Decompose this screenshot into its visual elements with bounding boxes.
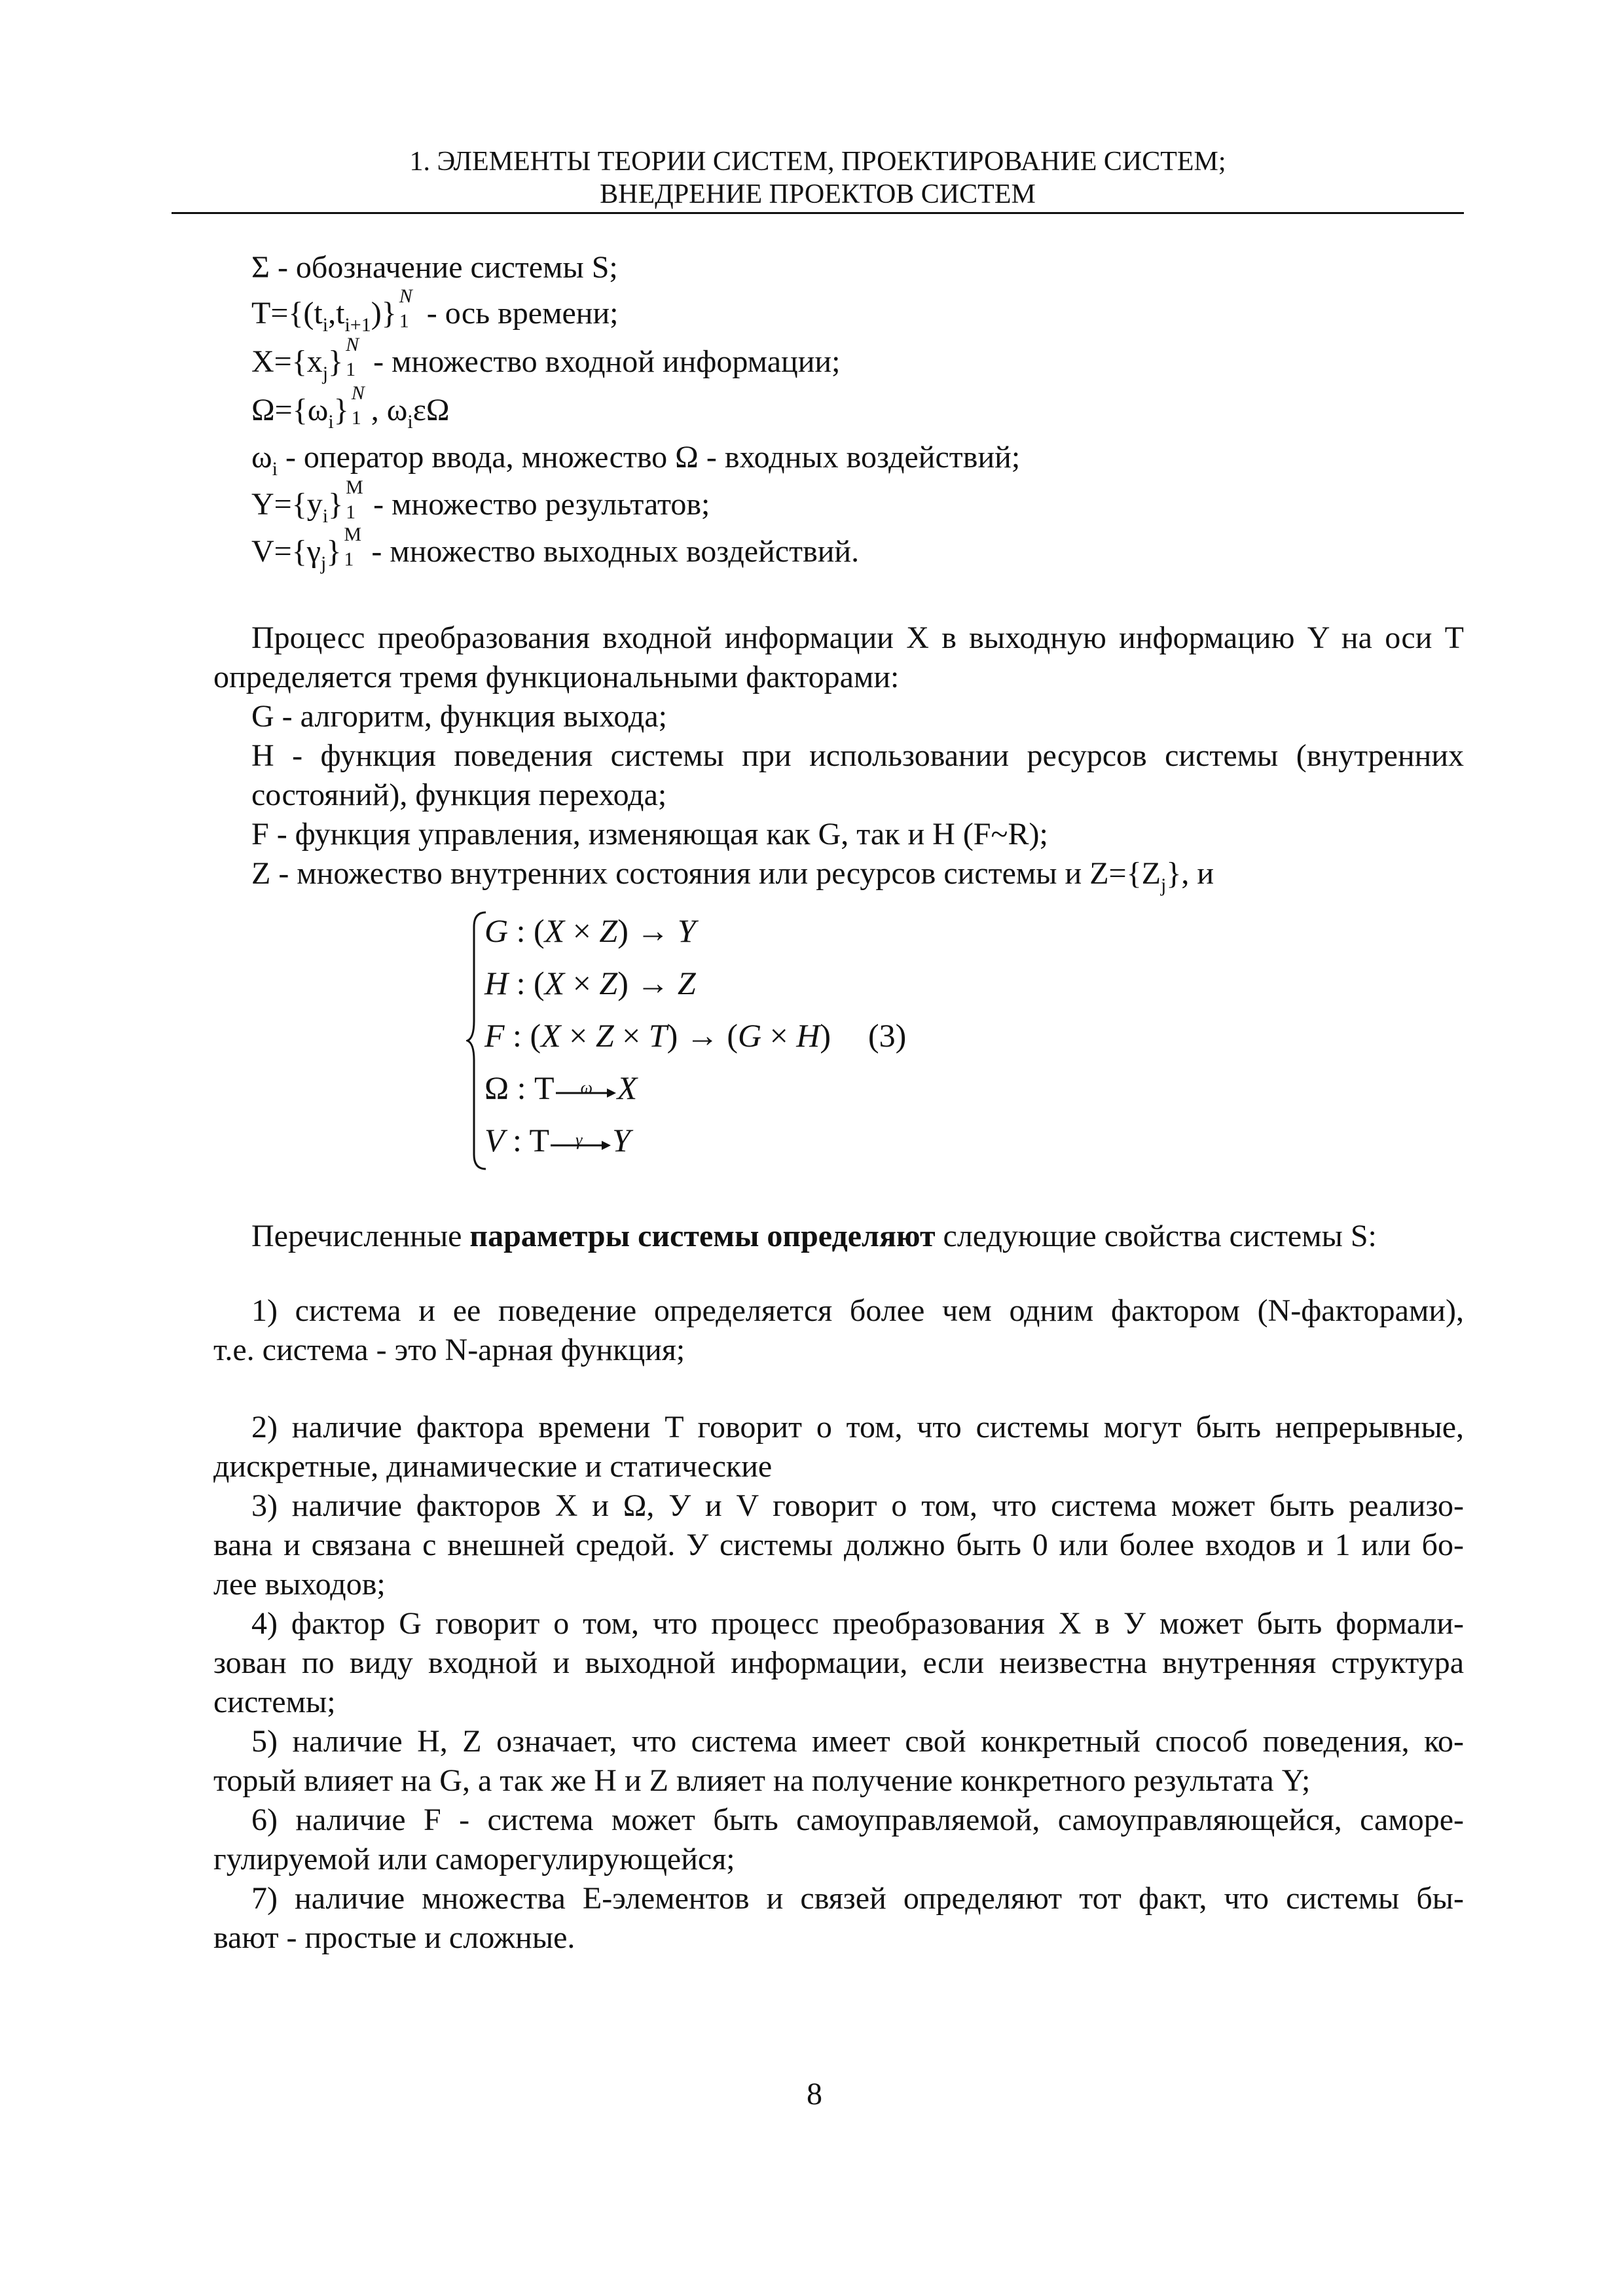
- property-2-line-1: 2) наличие фактора времени T говорит о том, что системы могут быть непрерывные,: [251, 1410, 1464, 1444]
- property-6-line-1: 6) наличие F - система может быть самоуправляемой, самоуправляющейся, саморе-: [251, 1803, 1464, 1837]
- definition-result-set: $Y=\{y_i\}$ M 1 - множество результатов;: [251, 476, 710, 527]
- equation-g: G : (X × Z) → Y: [484, 912, 696, 949]
- property-5-line-2: торый влияет на G, а так же H и Z влияет на получение конкретного результата Y;: [213, 1763, 1311, 1798]
- long-arrow-icon: [549, 1131, 612, 1157]
- definition-input-operator: $\omega_i$ - оператор ввода, множество Ω - входных воздействий;: [251, 440, 1021, 480]
- property-1-line-2: т.е. система - это N-арная функция;: [213, 1333, 685, 1367]
- definition-omega-set: $\Omega=\{\omega_i\}$ N 1 , $\omega_i\varepsilon\Omega$: [251, 382, 450, 433]
- property-1-line-1: 1) система и ее поведение определяется более чем одним фактором (N-факторами),: [251, 1293, 1464, 1328]
- property-3-line-1: 3) наличие факторов X и Ω, У и V говорит о том, что система может быть реализо-: [251, 1488, 1464, 1523]
- factor-h-line-2: состояний), функция перехода;: [251, 778, 667, 812]
- properties-intro: Перечисленные параметры системы определяют следующие свойства системы S:: [251, 1219, 1377, 1253]
- system-of-equations: [466, 910, 1055, 1172]
- property-6-line-2: гулируемой или саморегулирующейся;: [213, 1842, 735, 1876]
- property-4-line-1: 4) фактор G говорит о том, что процесс преобразования X в У может быть формали-: [251, 1606, 1464, 1641]
- process-paragraph-line-2: определяется тремя функциональными факторами:: [213, 660, 900, 694]
- definition-time-axis: $T=\{(t_i,t_{i+1})\}$ N 1 - ось времени;: [251, 285, 619, 336]
- property-7-line-2: вают - простые и сложные.: [213, 1920, 575, 1955]
- running-header-line-1: 1. ЭЛЕМЕНТЫ ТЕОРИИ СИСТЕМ, ПРОЕКТИРОВАНИЕ СИСТЕМ;: [409, 147, 1226, 177]
- equation-v: V : T γ Y: [484, 1122, 630, 1158]
- process-paragraph-line-1: Процесс преобразования входной информации X в выходную информацию Y на оси T: [251, 620, 1464, 655]
- property-7-line-1: 7) наличие множества E-элементов и связей определяют тот факт, что системы бы-: [251, 1881, 1464, 1916]
- running-header-line-2: ВНЕДРЕНИЕ ПРОЕКТОВ СИСТЕМ: [600, 179, 1036, 209]
- factor-z: Z - множество внутренних состояния или ресурсов системы и $Z=\{Z_j\}$, и: [251, 856, 1214, 896]
- property-4-line-2: зован по виду входной и выходной информации, если неизвестна внутренняя структура: [213, 1645, 1464, 1680]
- property-3-line-3: лее выходов;: [213, 1567, 386, 1602]
- property-3-line-2: вана и связана с внешней средой. У системы должно быть 0 или более входов и 1 или бо-: [213, 1528, 1464, 1562]
- equation-omega: Ω : T ω X: [484, 1069, 638, 1106]
- definition-sigma: Σ - обозначение системы S;: [251, 250, 618, 285]
- header-rule: [172, 212, 1464, 214]
- equation-number: (3): [868, 1017, 907, 1054]
- factor-f: F - функция управления, изменяющая как G, так и H (F~R);: [251, 817, 1048, 852]
- equation-h: H : (X × Z) → Z: [484, 965, 696, 1001]
- property-5-line-1: 5) наличие H, Z означает, что система имеет свой конкретный способ поведения, ко-: [251, 1724, 1464, 1759]
- property-4-line-3: системы;: [213, 1685, 336, 1719]
- definition-input-set: $X=\{x_j\}$ N 1 - множество входной информации;: [251, 334, 841, 384]
- page-number: 8: [807, 2077, 822, 2111]
- definition-output-set: $V=\{\gamma_j\}$ M 1 - множество выходных воздействий.: [251, 524, 860, 574]
- long-arrow-icon: [555, 1079, 617, 1105]
- equation-f: F : (X × Z × T) → (G × H): [484, 1017, 831, 1054]
- factor-h-line-1: H - функция поведения системы при использовании ресурсов системы (внутренних: [251, 738, 1464, 773]
- factor-g: G - алгоритм, функция выхода;: [251, 699, 667, 734]
- property-2-line-2: дискретные, динамические и статические: [213, 1449, 773, 1484]
